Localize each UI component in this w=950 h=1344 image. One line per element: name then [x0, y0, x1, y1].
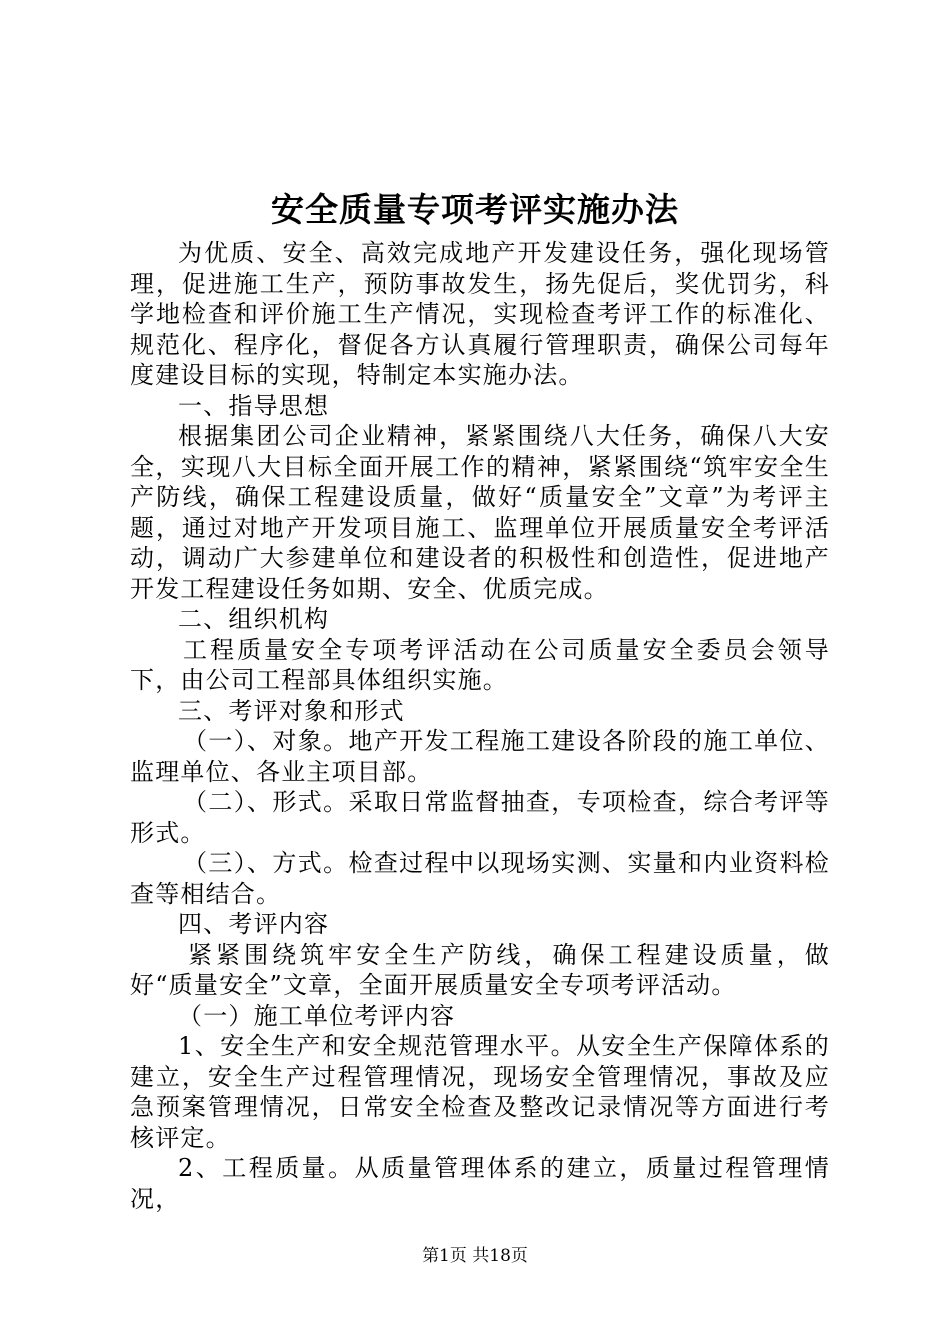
intro-paragraph: 为优质、安全、高效完成地产开发建设任务，强化现场管理，促进施工生产，预防事故发生，扬先促后，奖优罚劣，科学地检查和评价施工生产情况，实现检查考评工作的标准化、规范化、程序化，督促各方认真履行管理职责，确保公司每年度建设目标的实现，特制定本实施办法。 [130, 239, 830, 389]
section-heading-organization: 二、组织机构 [178, 605, 330, 633]
section-heading-content: 四、考评内容 [178, 910, 330, 938]
document-body [130, 238, 830, 1214]
page-footer: 第1页 共18页 [422, 1246, 528, 1266]
paragraph-objects: （一）、对象。地产开发工程施工建设各阶段的施工单位、监理单位、各业主项目部。 [130, 727, 830, 786]
paragraph-guiding-ideology: 根据集团公司企业精神，紧紧围绕八大任务，确保八大安全，实现八大目标全面开展工作的精神，紧紧围绕“筑牢安全生产防线，确保工程建设质量，做好“质量安全”文章”为考评主题，通过对地产开发项目施工、监理单位开展质量安全考评活动，调动广大参建单位和建设者的积极性和创造性，促进地产开发工程建设任务如期、安全、优质完成。 [130, 422, 830, 603]
paragraph-forms: （二）、形式。采取日常监督抽查，专项检查，综合考评等形式。 [130, 788, 830, 847]
section-heading-objects-and-forms: 三、考评对象和形式 [178, 696, 405, 725]
document-title: 安全质量专项考评实施办法 [271, 190, 679, 229]
subsection-heading-construction-units: （一）施工单位考评内容 [178, 1001, 456, 1030]
paragraph-item-1: 1、安全生产和安全规范管理水平。从安全生产保障体系的建立，安全生产过程管理情况，现场安全管理情况，事故及应急预案管理情况，日常安全检查及整改记录情况等方面进行考核评定。 [130, 1032, 830, 1152]
paragraph-item-2: 2、工程质量。从质量管理体系的建立，质量过程管理情况， [130, 1154, 830, 1213]
paragraph-organization: 工程质量安全专项考评活动在公司质量安全委员会领导下，由公司工程部具体组织实施。 [130, 635, 830, 694]
paragraph-content: 紧紧围绕筑牢安全生产防线，确保工程建设质量，做好“质量安全”文章，全面开展质量安全专项考评活动。 [130, 940, 830, 999]
paragraph-methods: （三）、方式。检查过程中以现场实测、实量和内业资料检查等相结合。 [130, 849, 830, 908]
section-heading-guiding-ideology: 一、指导思想 [178, 391, 330, 420]
